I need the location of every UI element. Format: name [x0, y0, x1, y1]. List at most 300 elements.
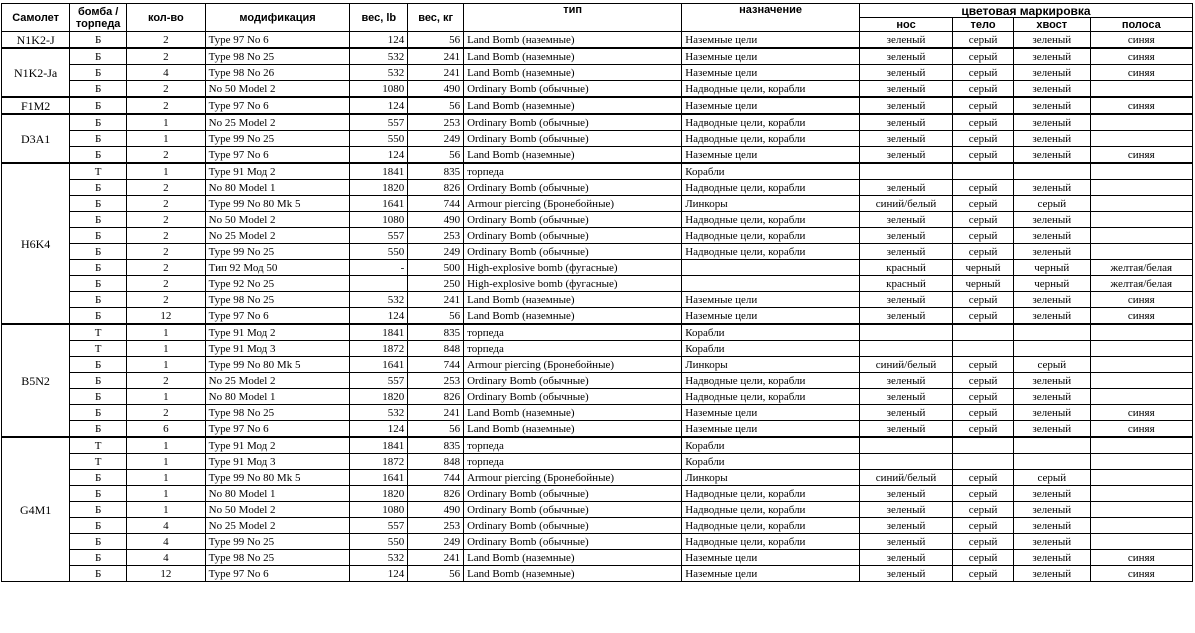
color-stripe-cell [1090, 81, 1192, 98]
type-cell: Ordinary Bomb (обычные) [464, 502, 682, 518]
modification-cell: No 25 Model 2 [205, 228, 350, 244]
header-bomb-torpedo [70, 4, 127, 32]
weight-lb-cell: 557 [350, 114, 408, 131]
header-purpose: назначение [682, 4, 860, 32]
weight-lb-cell: 124 [350, 308, 408, 325]
weight-lb-cell: 532 [350, 48, 408, 65]
color-nose-cell: зеленый [860, 244, 953, 260]
color-nose-cell: зеленый [860, 308, 953, 325]
bomb-or-torpedo-cell: Б [70, 196, 127, 212]
color-nose-cell: синий/белый [860, 357, 953, 373]
count-cell: 1 [127, 131, 206, 147]
color-stripe-cell: синяя [1090, 97, 1192, 114]
color-body-cell: серый [953, 147, 1014, 164]
modification-cell: Type 97 No 6 [205, 421, 350, 438]
purpose-cell: Надводные цели, корабли [682, 81, 860, 98]
header-aircraft: Самолет [2, 4, 70, 32]
color-nose-cell [860, 341, 953, 357]
color-body-cell: серый [953, 405, 1014, 421]
table-row [2, 276, 1193, 292]
color-nose-cell: зеленый [860, 405, 953, 421]
weight-kg-cell: 56 [408, 97, 464, 114]
color-stripe-cell [1090, 502, 1192, 518]
bomb-or-torpedo-cell: Б [70, 502, 127, 518]
count-cell: 1 [127, 324, 206, 341]
type-cell: Land Bomb (наземные) [464, 147, 682, 164]
purpose-cell: Надводные цели, корабли [682, 228, 860, 244]
color-stripe-cell [1090, 180, 1192, 196]
modification-cell: No 50 Model 2 [205, 502, 350, 518]
color-tail-cell: зеленый [1014, 228, 1091, 244]
count-cell: 2 [127, 244, 206, 260]
color-stripe-cell [1090, 437, 1192, 454]
loadout-table [1, 3, 1193, 582]
weight-lb-cell: 1641 [350, 357, 408, 373]
color-body-cell: серый [953, 502, 1014, 518]
type-cell: торпеда [464, 341, 682, 357]
table-row [2, 324, 1193, 341]
weight-kg-cell: 826 [408, 180, 464, 196]
purpose-cell: Надводные цели, корабли [682, 212, 860, 228]
weight-lb-cell: 1820 [350, 180, 408, 196]
type-cell: Ordinary Bomb (обычные) [464, 180, 682, 196]
weight-kg-cell: 253 [408, 114, 464, 131]
type-cell: Land Bomb (наземные) [464, 97, 682, 114]
header-stripe: полоса [1090, 18, 1192, 32]
modification-cell: Type 99 No 25 [205, 244, 350, 260]
color-body-cell: серый [953, 292, 1014, 308]
bomb-or-torpedo-cell: Б [70, 147, 127, 164]
modification-cell: Type 99 No 25 [205, 534, 350, 550]
weight-kg-cell: 249 [408, 131, 464, 147]
color-nose-cell: зеленый [860, 131, 953, 147]
table-row [2, 32, 1193, 49]
color-tail-cell: серый [1014, 357, 1091, 373]
purpose-cell: Надводные цели, корабли [682, 486, 860, 502]
color-nose-cell [860, 163, 953, 180]
weight-kg-cell: 744 [408, 470, 464, 486]
purpose-cell: Надводные цели, корабли [682, 518, 860, 534]
color-tail-cell [1014, 341, 1091, 357]
weight-lb-cell: 1841 [350, 163, 408, 180]
purpose-cell: Надводные цели, корабли [682, 114, 860, 131]
count-cell: 2 [127, 48, 206, 65]
purpose-cell: Корабли [682, 454, 860, 470]
color-body-cell: серый [953, 97, 1014, 114]
type-cell: Land Bomb (наземные) [464, 566, 682, 582]
color-stripe-cell: желтая/белая [1090, 276, 1192, 292]
modification-cell: Type 91 Мод 2 [205, 437, 350, 454]
modification-cell: No 80 Model 1 [205, 180, 350, 196]
color-body-cell: серый [953, 373, 1014, 389]
bomb-or-torpedo-cell: Б [70, 389, 127, 405]
weight-kg-cell: 835 [408, 437, 464, 454]
purpose-cell: Наземные цели [682, 65, 860, 81]
bomb-or-torpedo-cell: Б [70, 228, 127, 244]
color-tail-cell [1014, 437, 1091, 454]
bomb-or-torpedo-cell: Б [70, 48, 127, 65]
weight-kg-cell: 56 [408, 566, 464, 582]
color-tail-cell: зеленый [1014, 518, 1091, 534]
type-cell: High-explosive bomb (фугасные) [464, 260, 682, 276]
color-body-cell: серый [953, 48, 1014, 65]
count-cell: 4 [127, 534, 206, 550]
type-cell: High-explosive bomb (фугасные) [464, 276, 682, 292]
table-row [2, 212, 1193, 228]
count-cell: 4 [127, 518, 206, 534]
weight-kg-cell: 744 [408, 196, 464, 212]
table-row [2, 373, 1193, 389]
color-nose-cell: зеленый [860, 550, 953, 566]
weight-lb-cell: 1841 [350, 437, 408, 454]
bomb-or-torpedo-cell: Б [70, 244, 127, 260]
type-cell: Ordinary Bomb (обычные) [464, 212, 682, 228]
purpose-cell: Наземные цели [682, 147, 860, 164]
color-body-cell [953, 163, 1014, 180]
weight-lb-cell: 532 [350, 65, 408, 81]
table-row [2, 244, 1193, 260]
aircraft-cell: N1K2-Ja [2, 48, 70, 97]
modification-cell: No 50 Model 2 [205, 81, 350, 98]
color-nose-cell: зеленый [860, 180, 953, 196]
color-body-cell [953, 324, 1014, 341]
color-stripe-cell: синяя [1090, 292, 1192, 308]
color-nose-cell: зеленый [860, 81, 953, 98]
color-stripe-cell: синяя [1090, 405, 1192, 421]
table-row [2, 48, 1193, 65]
count-cell: 2 [127, 373, 206, 389]
modification-cell: Type 98 No 25 [205, 550, 350, 566]
count-cell: 2 [127, 260, 206, 276]
color-stripe-cell: синяя [1090, 48, 1192, 65]
type-cell: Armour piercing (Бронебойные) [464, 470, 682, 486]
color-body-cell: серый [953, 81, 1014, 98]
color-nose-cell: зеленый [860, 228, 953, 244]
color-tail-cell: зеленый [1014, 566, 1091, 582]
header-weight-kg: вес, кг [408, 4, 464, 32]
color-body-cell: серый [953, 389, 1014, 405]
purpose-cell: Наземные цели [682, 292, 860, 308]
modification-cell: Type 99 No 25 [205, 131, 350, 147]
bomb-or-torpedo-cell: Б [70, 180, 127, 196]
weight-lb-cell: 557 [350, 373, 408, 389]
modification-cell: Type 98 No 25 [205, 292, 350, 308]
table-row [2, 566, 1193, 582]
weight-kg-cell: 490 [408, 81, 464, 98]
color-stripe-cell [1090, 518, 1192, 534]
header-modification: модификация [205, 4, 350, 32]
bomb-or-torpedo-cell: Б [70, 292, 127, 308]
color-body-cell: серый [953, 244, 1014, 260]
type-cell: Land Bomb (наземные) [464, 65, 682, 81]
weight-lb-cell: 557 [350, 518, 408, 534]
color-stripe-cell [1090, 341, 1192, 357]
header-color-marking: цветовая маркировка [860, 4, 1193, 18]
color-stripe-cell: желтая/белая [1090, 260, 1192, 276]
table-row [2, 357, 1193, 373]
count-cell: 1 [127, 437, 206, 454]
bomb-or-torpedo-cell: Б [70, 32, 127, 49]
color-tail-cell: зеленый [1014, 32, 1091, 49]
color-tail-cell: серый [1014, 470, 1091, 486]
table-row [2, 228, 1193, 244]
count-cell: 2 [127, 97, 206, 114]
bomb-or-torpedo-cell: Т [70, 324, 127, 341]
weight-kg-cell: 241 [408, 550, 464, 566]
purpose-cell: Наземные цели [682, 421, 860, 438]
count-cell: 4 [127, 65, 206, 81]
table-row [2, 292, 1193, 308]
weight-kg-cell: 241 [408, 405, 464, 421]
weight-lb-cell: 532 [350, 405, 408, 421]
aircraft-cell: H6K4 [2, 163, 70, 324]
aircraft-cell: D3A1 [2, 114, 70, 163]
weight-lb-cell: 1820 [350, 389, 408, 405]
table-row [2, 437, 1193, 454]
color-nose-cell: красный [860, 276, 953, 292]
color-stripe-cell [1090, 244, 1192, 260]
color-body-cell [953, 437, 1014, 454]
purpose-cell: Корабли [682, 324, 860, 341]
color-tail-cell: черный [1014, 276, 1091, 292]
color-body-cell: серый [953, 534, 1014, 550]
bomb-or-torpedo-cell: Б [70, 308, 127, 325]
purpose-cell: Корабли [682, 163, 860, 180]
bomb-or-torpedo-cell: Б [70, 260, 127, 276]
table-row [2, 405, 1193, 421]
purpose-cell: Линкоры [682, 357, 860, 373]
type-cell: Land Bomb (наземные) [464, 292, 682, 308]
table-row [2, 131, 1193, 147]
type-cell: Ordinary Bomb (обычные) [464, 244, 682, 260]
weight-kg-cell: 848 [408, 454, 464, 470]
weight-kg-cell: 490 [408, 212, 464, 228]
type-cell: Ordinary Bomb (обычные) [464, 389, 682, 405]
bomb-or-torpedo-cell: Б [70, 212, 127, 228]
modification-cell: No 25 Model 2 [205, 373, 350, 389]
count-cell: 1 [127, 341, 206, 357]
bomb-or-torpedo-cell: Т [70, 454, 127, 470]
modification-cell: Type 97 No 6 [205, 97, 350, 114]
weight-kg-cell: 253 [408, 373, 464, 389]
color-tail-cell: черный [1014, 260, 1091, 276]
color-stripe-cell [1090, 196, 1192, 212]
color-nose-cell: зеленый [860, 212, 953, 228]
color-tail-cell: зеленый [1014, 421, 1091, 438]
weight-kg-cell: 826 [408, 486, 464, 502]
weight-lb-cell: 1641 [350, 196, 408, 212]
type-cell: торпеда [464, 437, 682, 454]
weight-kg-cell: 56 [408, 421, 464, 438]
weight-lb-cell: 550 [350, 244, 408, 260]
modification-cell: Type 97 No 6 [205, 566, 350, 582]
purpose-cell: Наземные цели [682, 48, 860, 65]
color-tail-cell: зеленый [1014, 48, 1091, 65]
modification-cell: Type 91 Мод 3 [205, 454, 350, 470]
type-cell: Land Bomb (наземные) [464, 405, 682, 421]
color-stripe-cell [1090, 454, 1192, 470]
count-cell: 2 [127, 32, 206, 49]
color-tail-cell: зеленый [1014, 292, 1091, 308]
bomb-or-torpedo-cell: Т [70, 437, 127, 454]
weight-lb-cell: 550 [350, 534, 408, 550]
purpose-cell: Корабли [682, 437, 860, 454]
bomb-or-torpedo-cell: Б [70, 131, 127, 147]
purpose-cell [682, 260, 860, 276]
color-nose-cell: зеленый [860, 65, 953, 81]
header-nose: нос [860, 18, 953, 32]
weight-kg-cell: 490 [408, 502, 464, 518]
color-stripe-cell [1090, 470, 1192, 486]
weight-lb-cell: 1641 [350, 470, 408, 486]
header-tail: хвост [1014, 18, 1091, 32]
weight-kg-cell: 835 [408, 324, 464, 341]
color-tail-cell: зеленый [1014, 180, 1091, 196]
count-cell: 1 [127, 502, 206, 518]
count-cell: 2 [127, 405, 206, 421]
count-cell: 2 [127, 276, 206, 292]
color-tail-cell: зеленый [1014, 550, 1091, 566]
table-row [2, 180, 1193, 196]
weight-kg-cell: 249 [408, 244, 464, 260]
purpose-cell: Наземные цели [682, 550, 860, 566]
table-row [2, 81, 1193, 98]
purpose-cell: Линкоры [682, 470, 860, 486]
weight-kg-cell: 253 [408, 518, 464, 534]
color-body-cell: серый [953, 308, 1014, 325]
color-body-cell: черный [953, 276, 1014, 292]
modification-cell: No 25 Model 2 [205, 114, 350, 131]
purpose-cell: Наземные цели [682, 566, 860, 582]
color-nose-cell [860, 324, 953, 341]
table-row [2, 550, 1193, 566]
aircraft-cell: B5N2 [2, 324, 70, 437]
weight-lb-cell: 124 [350, 97, 408, 114]
color-tail-cell: зеленый [1014, 212, 1091, 228]
modification-cell: Type 99 No 80 Mk 5 [205, 357, 350, 373]
color-tail-cell: зеленый [1014, 147, 1091, 164]
type-cell: Ordinary Bomb (обычные) [464, 81, 682, 98]
color-nose-cell: зеленый [860, 373, 953, 389]
table-row [2, 470, 1193, 486]
bomb-or-torpedo-cell: Б [70, 421, 127, 438]
bomb-or-torpedo-cell: Б [70, 97, 127, 114]
bomb-or-torpedo-cell: Б [70, 405, 127, 421]
purpose-cell: Наземные цели [682, 97, 860, 114]
weight-lb-cell: 124 [350, 566, 408, 582]
count-cell: 1 [127, 114, 206, 131]
purpose-cell: Надводные цели, корабли [682, 180, 860, 196]
weight-lb-cell: 1080 [350, 502, 408, 518]
weight-lb-cell: 550 [350, 131, 408, 147]
color-nose-cell: зеленый [860, 534, 953, 550]
count-cell: 1 [127, 454, 206, 470]
table-row [2, 341, 1193, 357]
color-stripe-cell [1090, 212, 1192, 228]
header-weight-lb: вес, lb [350, 4, 408, 32]
count-cell: 4 [127, 550, 206, 566]
bomb-or-torpedo-cell: Б [70, 550, 127, 566]
table-row [2, 147, 1193, 164]
color-stripe-cell [1090, 389, 1192, 405]
modification-cell: Type 99 No 80 Mk 5 [205, 196, 350, 212]
color-stripe-cell: синяя [1090, 32, 1192, 49]
weight-lb-cell: 1841 [350, 324, 408, 341]
header-count: кол-во [127, 4, 206, 32]
weight-lb-cell: 1872 [350, 341, 408, 357]
color-tail-cell: зеленый [1014, 534, 1091, 550]
type-cell: Land Bomb (наземные) [464, 32, 682, 49]
color-body-cell: серый [953, 470, 1014, 486]
color-tail-cell: зеленый [1014, 373, 1091, 389]
color-stripe-cell [1090, 373, 1192, 389]
bomb-or-torpedo-cell: Т [70, 341, 127, 357]
type-cell: торпеда [464, 163, 682, 180]
table-row [2, 114, 1193, 131]
type-cell: Ordinary Bomb (обычные) [464, 131, 682, 147]
weight-kg-cell: 56 [408, 32, 464, 49]
color-body-cell: серый [953, 518, 1014, 534]
aircraft-cell: F1M2 [2, 97, 70, 114]
color-stripe-cell: синяя [1090, 147, 1192, 164]
count-cell: 1 [127, 357, 206, 373]
modification-cell: Type 91 Мод 3 [205, 341, 350, 357]
table-row [2, 196, 1193, 212]
purpose-cell: Наземные цели [682, 405, 860, 421]
color-stripe-cell [1090, 324, 1192, 341]
type-cell: Armour piercing (Бронебойные) [464, 196, 682, 212]
color-body-cell: серый [953, 180, 1014, 196]
type-cell: Ordinary Bomb (обычные) [464, 486, 682, 502]
bomb-or-torpedo-cell: Б [70, 357, 127, 373]
table-row [2, 534, 1193, 550]
modification-cell: Type 97 No 6 [205, 147, 350, 164]
color-body-cell: серый [953, 550, 1014, 566]
weight-kg-cell: 241 [408, 292, 464, 308]
bomb-or-torpedo-cell: Б [70, 81, 127, 98]
color-body-cell: черный [953, 260, 1014, 276]
count-cell: 2 [127, 228, 206, 244]
color-body-cell: серый [953, 421, 1014, 438]
bomb-or-torpedo-cell: Б [70, 65, 127, 81]
bomb-or-torpedo-cell: Б [70, 518, 127, 534]
color-nose-cell: зеленый [860, 147, 953, 164]
header-body: тело [953, 18, 1014, 32]
color-nose-cell: зеленый [860, 421, 953, 438]
modification-cell: Type 99 No 80 Mk 5 [205, 470, 350, 486]
color-tail-cell: зеленый [1014, 486, 1091, 502]
color-body-cell: серый [953, 196, 1014, 212]
count-cell: 2 [127, 292, 206, 308]
modification-cell: Type 97 No 6 [205, 32, 350, 49]
weight-lb-cell: 557 [350, 228, 408, 244]
type-cell: Ordinary Bomb (обычные) [464, 534, 682, 550]
color-tail-cell: зеленый [1014, 131, 1091, 147]
color-nose-cell: зеленый [860, 97, 953, 114]
weight-kg-cell: 249 [408, 534, 464, 550]
color-stripe-cell [1090, 534, 1192, 550]
color-nose-cell [860, 437, 953, 454]
weight-kg-cell: 56 [408, 308, 464, 325]
purpose-cell: Наземные цели [682, 32, 860, 49]
table-header [2, 4, 1193, 32]
count-cell: 1 [127, 470, 206, 486]
count-cell: 12 [127, 308, 206, 325]
color-nose-cell: красный [860, 260, 953, 276]
modification-cell: No 80 Model 1 [205, 389, 350, 405]
color-nose-cell: зеленый [860, 486, 953, 502]
color-nose-cell: зеленый [860, 114, 953, 131]
